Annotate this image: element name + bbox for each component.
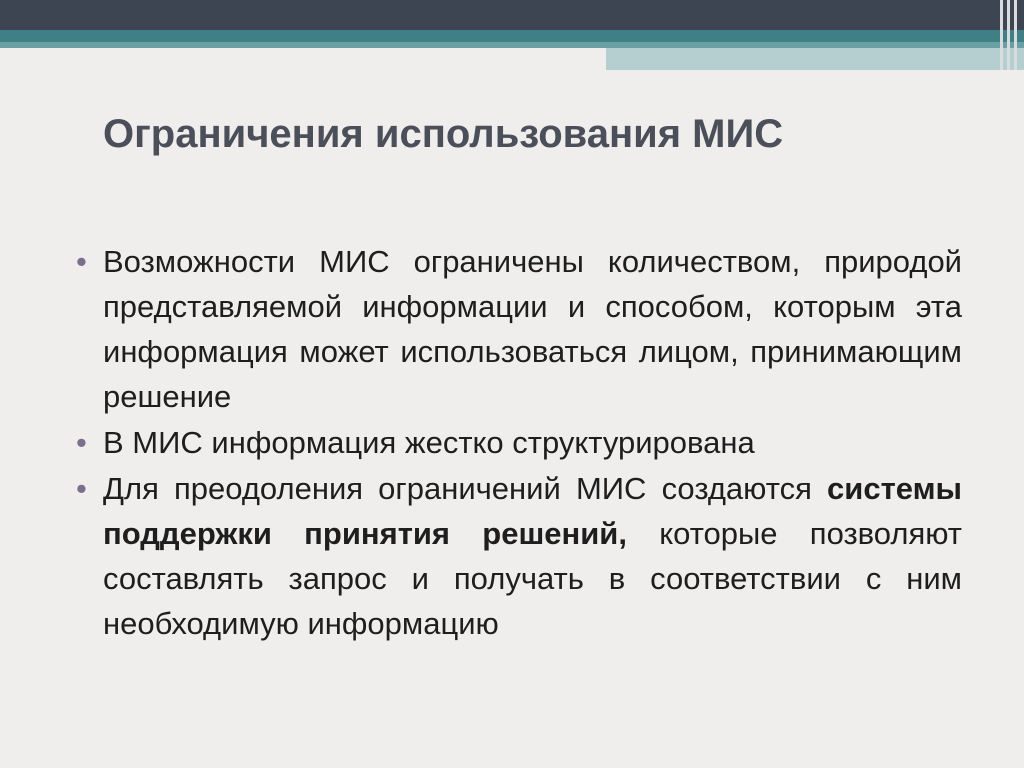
- bullet-icon: •: [76, 244, 87, 279]
- bullet-text-intro: Для преодоления ограничений МИС создаются: [103, 471, 828, 506]
- bullet-icon: •: [76, 471, 87, 506]
- bullet-text-continuation: которые позволяют составлять запрос и получать в соответствии с ним необходимую информацию: [103, 516, 963, 641]
- bullet-item: [76, 239, 962, 419]
- bullet-text: В МИС информация жестко структурирована: [103, 425, 755, 460]
- bullet-item: [76, 466, 962, 646]
- slide-title: Ограничения использования МИС: [103, 112, 784, 156]
- bullet-text: Возможности МИС ограничены количеством, природой представляемой информации и способом, которым эта информация может использоваться лицом, принимающим решение: [103, 244, 962, 414]
- header-dark-bar: [0, 0, 1024, 30]
- header-light-tab: [606, 48, 1024, 70]
- bullet-icon: •: [76, 425, 87, 460]
- bullet-list: [76, 239, 962, 647]
- bullet-text-emphasis: системы поддержки принятия решений,: [103, 471, 962, 551]
- bullet-item: [76, 420, 962, 465]
- header-decorative-lines: [996, 0, 1024, 70]
